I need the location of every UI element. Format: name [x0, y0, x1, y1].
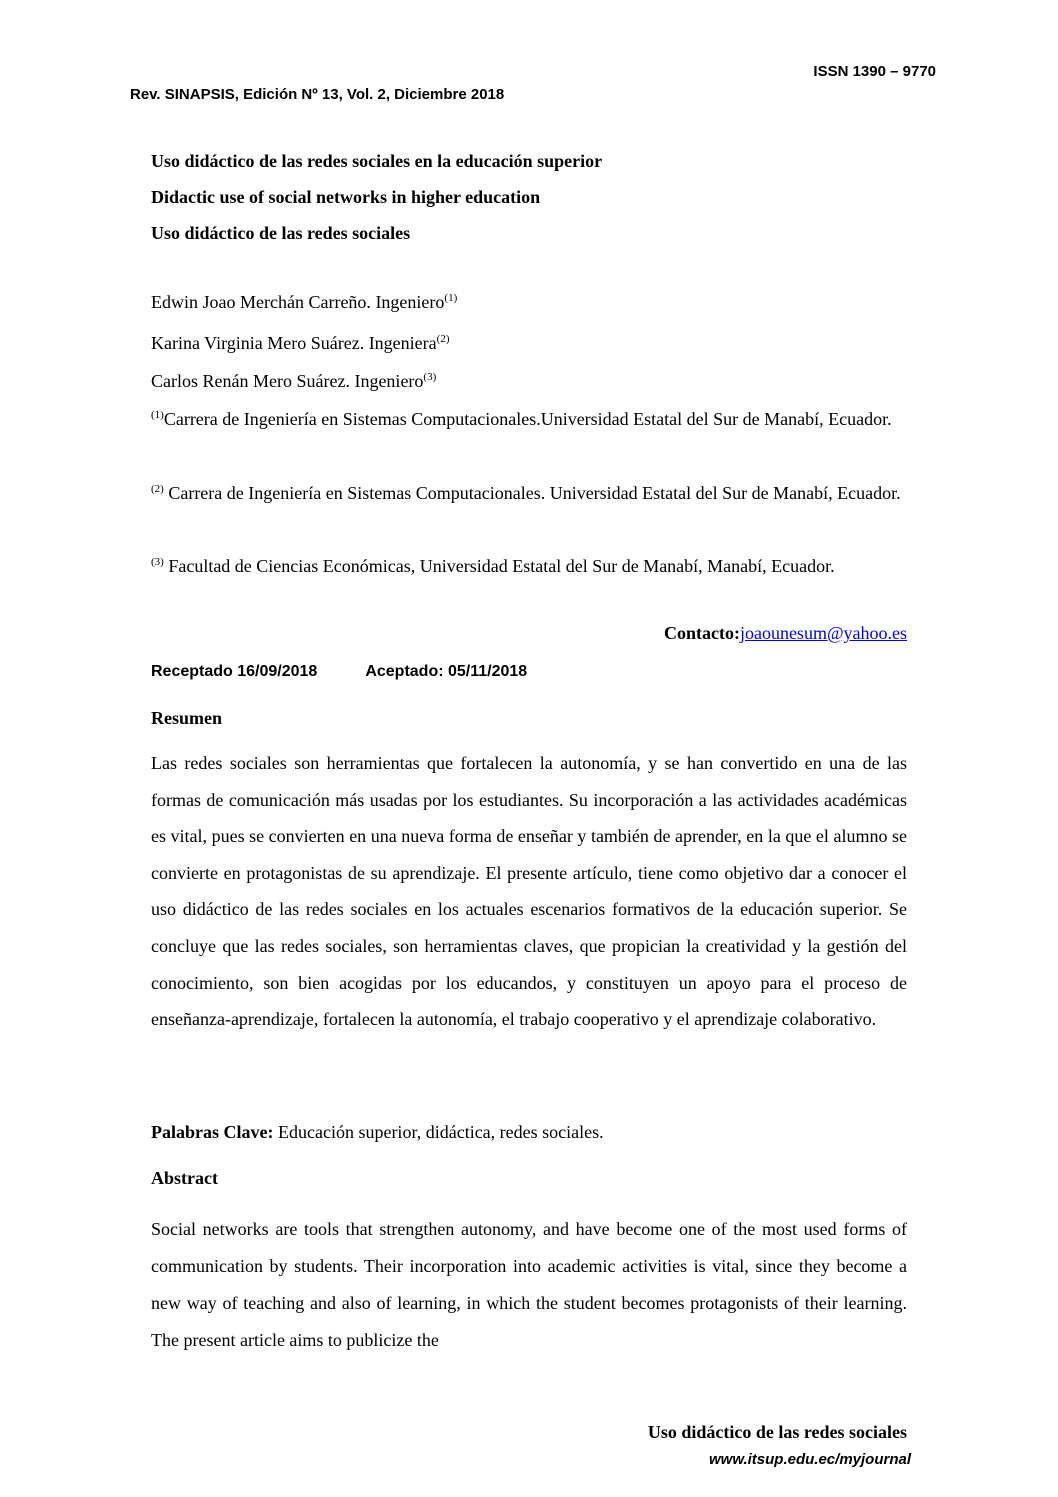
received-date: Receptado 16/09/2018 — [151, 663, 318, 680]
author-degree: Ingeniero — [370, 292, 445, 312]
author-mark: (2) — [436, 333, 450, 345]
running-title: Uso didáctico de las redes sociales — [647, 1422, 907, 1442]
website-url: www.itsup.edu.ec/myjournal — [709, 1451, 911, 1468]
author-mark: (3) — [423, 371, 437, 383]
author-name: Edwin Joao Merchán Carreño. — [151, 292, 371, 312]
affiliation-1 — [151, 400, 907, 438]
title-spanish: Uso didáctico de las redes sociales en la educación superior — [151, 151, 603, 171]
author-degree: Ingeniera — [364, 333, 437, 353]
resumen-heading: Resumen — [151, 708, 222, 728]
affiliation-3 — [151, 547, 907, 585]
author-name: Carlos Renán Mero Suárez. — [151, 371, 350, 391]
issn-label: ISSN 1390 – 9770 — [813, 63, 936, 80]
author-mark: (1) — [444, 292, 458, 304]
author-degree: Ingeniero — [349, 371, 424, 391]
title-english: Didactic use of social networks in higher education — [151, 187, 541, 207]
author-2 — [151, 333, 449, 354]
affiliation-text: Carrera de Ingeniería en Sistemas Computacionales. Universidad Estatal del Sur de Manabí, Ecuador. — [163, 483, 901, 503]
contact-line — [664, 623, 907, 644]
author-3 — [151, 371, 436, 392]
dates-line — [151, 663, 527, 681]
keywords-label: Palabras Clave: — [151, 1122, 274, 1142]
author-1 — [151, 292, 457, 313]
resumen-paragraph: Las redes sociales son herramientas que fortalecen la autonomía, y se han convertido en una de las formas de comunicación más usadas por los estudiantes. Su incorporación a las actividades académicas es vital, pues se convierten en una nueva forma de enseñar y también de aprender, en la que el alumno se convierte en protagonistas de su aprendizaje. El presente artículo, tiene como objetivo dar a conocer el uso didáctico de las redes sociales en los actuales escenarios formativos de la educación superior. Se concluye que las redes sociales, son herramientas claves, que propician la creatividad y la gestión del conocimiento, son bien acogidas por los educandos, y constituyen un apoyo para el proceso de enseñanza-aprendizaje, fortalecen la autonomía, el trabajo cooperativo y el aprendizaje colaborativo. — [151, 753, 907, 1030]
contact-email-link[interactable]: joaounesum@yahoo.es — [739, 623, 907, 643]
keywords-text: Educación superior, didáctica, redes sociales. — [273, 1122, 604, 1142]
affiliation-text: Facultad de Ciencias Económicas, Universidad Estatal del Sur de Manabí, Manabí, Ecuador. — [163, 556, 835, 576]
accepted-date: Aceptado: 05/11/2018 — [365, 663, 528, 680]
affiliation-mark: (1) — [151, 409, 164, 421]
author-name: Karina Virginia Mero Suárez. — [151, 333, 365, 353]
abstract-heading: Abstract — [151, 1168, 218, 1188]
affiliation-text: Carrera de Ingeniería en Sistemas Computacionales.Universidad Estatal del Sur de Manabí, Ecuador. — [163, 409, 892, 429]
journal-reference: Rev. SINAPSIS, Edición Nº 13, Vol. 2, Diciembre 2018 — [130, 86, 505, 103]
contact-label: Contacto: — [663, 623, 740, 643]
title-short: Uso didáctico de las redes sociales — [151, 223, 411, 243]
affiliation-2 — [151, 474, 907, 512]
affiliation-mark: (2) — [151, 483, 164, 495]
abstract-paragraph: Social networks are tools that strengthen autonomy, and have become one of the most used forms of communication by students. Their incorporation into academic activities is vital, since they become a new way of teaching and also of learning, in which the student becomes protagonists of their learning. The present article aims to publicize the — [151, 1219, 907, 1350]
keywords-line — [151, 1122, 604, 1143]
affiliation-mark: (3) — [151, 556, 164, 568]
